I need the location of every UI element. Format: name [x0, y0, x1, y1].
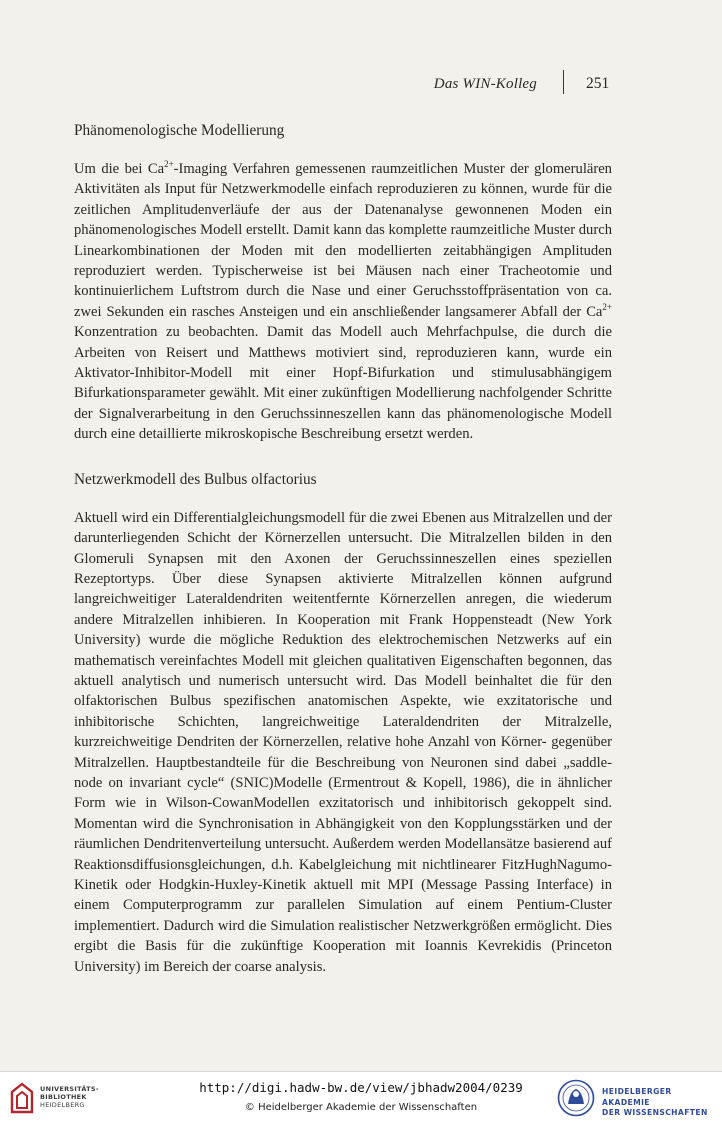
section-heading: Netzwerkmodell des Bulbus olfactorius — [74, 470, 317, 488]
library-name: UNIVERSITÄTS- BIBLIOTHEK HEIDELBERG — [40, 1085, 99, 1109]
hadw-seal-icon — [557, 1079, 595, 1117]
paragraph: Aktuell wird ein Differentialgleichungsmodell für die zwei Ebenen aus Mitralzellen und der darunterliegenden Schicht der Körnerzellen untersucht. Die Mitralzellen bilden in den Glomeruli Synapsen mit den Axonen der Geruchssinneszellen eines speziellen Rezeptortyps. Über diese Synapsen aktivierte Mitralzellen können aufgrund langreichweitiger Lateraldendriten weitentfernte Körnerzellen anregen, die wiederum andere Mitralzellen inhibieren. In Kooperation mit Frank Hoppensteadt (New York University) wurde die mögliche Reduktion des elektrochemischen Netzwerks auf ein mathematisch vereinfachtes Modell mit gleichen qualitativen Eigenschaften begonnen, das aktuell analytisch und numerisch untersucht wird. Das Modell beinhaltet die für den olfaktorischen Bulbus spezifischen anatomischen Aspekte, wie exzitatorische und inhibitorische Schichten, langreichweitige Lateraldendriten der Mitralzelle, kurzreichweitige Dendriten der Körnerzellen, relative hohe Anzahl von Körner- gegenüber Mitralzellen. Hauptbestandteile für die Beschreibung von Neuronen sind dabei „saddle-node on invariant cycle“ (SNIC)Modelle (Ermentrout & Kopell, 1986), die in ähnlicher Form wie in Wilson-CowanModellen exzitatorisch und inhibitorisch gekoppelt sind. Momentan wird die Synchronisation in Abhängigkeit von den Kopplungsstärken und der räumlichen Dendritenverteilung untersucht. Außerdem werden Modellansätze basierend auf Reaktionsdiffusionsgleichungen, d.h. Kabelgleichung mit nichtlinearer FitzHughNagumo-Kinetik oder Hodgkin-Huxley-Kinetik aktuell mit MPI (Message Passing Interface) in einem Computerprogramm zur parallelen Simulation auf einem Pentium-Cluster implementiert. Dadurch wird die Simulation realistischer Netzwerkgrößen ermöglicht. Dies ergibt die Basis für die zukünftige Kooperation mit Ioannis Kevrekidis (Princeton University) im Bereich der coarse analysis. — [74, 509, 612, 975]
section-phenomenological — [74, 120, 612, 445]
paragraph: Um die bei $Ca^{2+}$-Imaging Verfahren gemessenen raumzeitlichen Muster der glomerulären Aktivitäten als Input für Netzwerkmodelle einfach reproduzieren zu können, wurde für die zeitlichen Amplitudenverläufe der aus der Datenanalyse gewonnenen Moden ein phänomenologisches Modell erstellt. Damit kann das komplette raumzeitliche Muster durch Linearkombinationen der Moden mit den modellierten zeitabhängigen Amplituden reproduziert werden. Typischerweise ist bei Mäusen nach einer Tracheotomie und kontinuierlichem Luftstrom durch die Nase und einer Geruchsstoffpräsentation von ca. zwei Sekunden ein rasches Ansteigen und ein anschließender langsamerer Abfall der $Ca^{2+}$ Konzentration zu beobachten. Damit das Modell auch Mehrfachpulse, die durch die Arbeiten von Reisert und Matthews motiviert sind, reproduzieren kann, wurde ein Aktivator-Inhibitor-Modell mit einer Hopf-Bifurkation und stimulusabhängigem Bifurkationsparameter gewählt. Mit einer zukünftigen Modellierung nachfolgender Schritte der Signalverarbeitung in den Geruchssinneszellen kann das phänomenologische Modell durch eine detaillierte mikroskopische Beschreibung ersetzt werden. — [74, 159, 612, 443]
permalink-url[interactable]: http://digi.hadw-bw.de/view/jbhadw2004/0239 — [199, 1080, 523, 1095]
page-header — [0, 70, 722, 100]
copyright-notice: © Heidelberger Akademie der Wissenschaften — [244, 1102, 478, 1113]
page-body — [74, 120, 612, 977]
footer-bar — [0, 1071, 722, 1125]
running-title: Das WIN-Kolleg — [433, 76, 537, 92]
page-number: 251 — [586, 75, 610, 92]
section-heading: Phänomenologische Modellierung — [74, 122, 285, 139]
academy-name: HEIDELBERGER AKADEMIE DER WISSENSCHAFTEN — [602, 1087, 708, 1117]
header-divider — [563, 70, 564, 94]
section-network-model — [74, 469, 612, 977]
